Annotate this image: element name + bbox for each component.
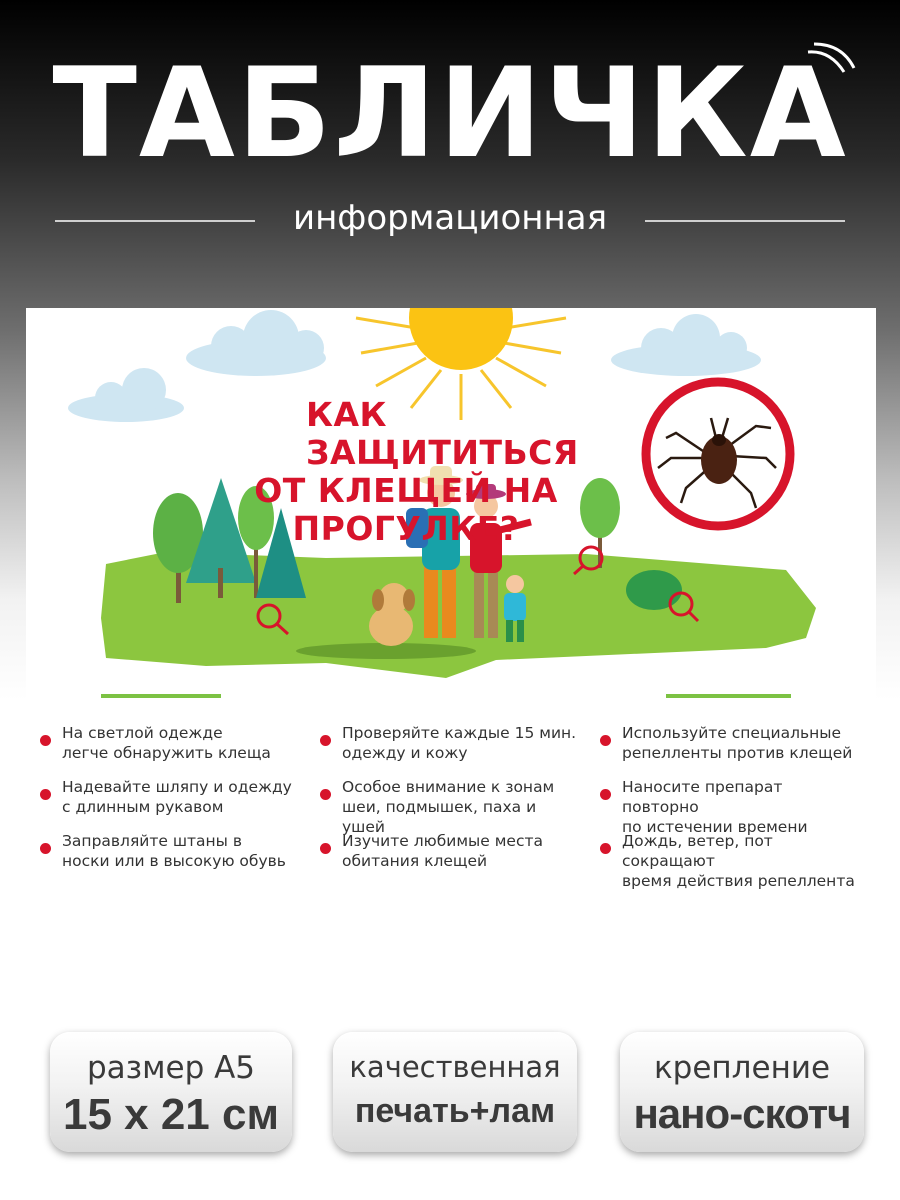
- list-item: Изучите любимые места обитания клещей: [320, 831, 582, 871]
- list-item: Дождь, ветер, пот сокращают время действия репеллента: [600, 831, 862, 891]
- list-item: Используйте специальные репелленты против клещей: [600, 723, 862, 763]
- mounting-badge: [620, 1032, 864, 1152]
- accent-line-left: [101, 694, 221, 698]
- badge-value: нано-скотч: [633, 1090, 851, 1137]
- bullet-icon: [600, 789, 611, 800]
- badge-value: печать+лам: [354, 1092, 556, 1130]
- list-item: Заправляйте штаны в носки или в высокую обувь: [40, 831, 302, 871]
- heading-line-1: КАК ЗАЩИТИТЬСЯ: [306, 395, 579, 472]
- subtitle: информационная: [292, 198, 608, 238]
- list-item: Проверяйте каждые 15 мин. одежду и кожу: [320, 723, 582, 763]
- list-item: Наносите препарат повторно по истечении времени: [600, 777, 862, 837]
- page-title: ТАБЛИЧКА: [52, 42, 848, 186]
- dog-icon: [369, 583, 415, 646]
- badge-value: 15 х 21 см: [62, 1090, 280, 1139]
- bullet-icon: [40, 843, 51, 854]
- heading-line-2: ОТ КЛЕЩЕЙ НА ПРОГУЛКЕ?: [254, 471, 558, 548]
- divider-right: [645, 220, 845, 222]
- signal-icon: [800, 42, 860, 102]
- bullet-icon: [600, 843, 611, 854]
- badge-label: размер А5: [86, 1050, 256, 1086]
- list-item: Особое внимание к зонам шеи, подмышек, паха и ушей: [320, 777, 582, 837]
- info-sign: [26, 308, 876, 902]
- badge-label: крепление: [653, 1050, 831, 1086]
- accent-line-right: [666, 694, 791, 698]
- quality-badge: [333, 1032, 577, 1152]
- header: [0, 0, 900, 300]
- bullet-icon: [600, 735, 611, 746]
- bullet-icon: [320, 735, 331, 746]
- list-item: На светлой одежде легче обнаружить клеща: [40, 723, 302, 763]
- bullet-icon: [40, 735, 51, 746]
- bullet-icon: [320, 789, 331, 800]
- sign-heading: [176, 396, 636, 548]
- bullet-icon: [40, 789, 51, 800]
- subtitle-row: [0, 198, 900, 248]
- no-tick-icon: [646, 382, 790, 526]
- bullet-icon: [320, 843, 331, 854]
- badge-label: качественная: [349, 1050, 561, 1084]
- size-badge: [50, 1032, 292, 1152]
- list-item: Надевайте шляпу и одежду с длинным рукавом: [40, 777, 302, 817]
